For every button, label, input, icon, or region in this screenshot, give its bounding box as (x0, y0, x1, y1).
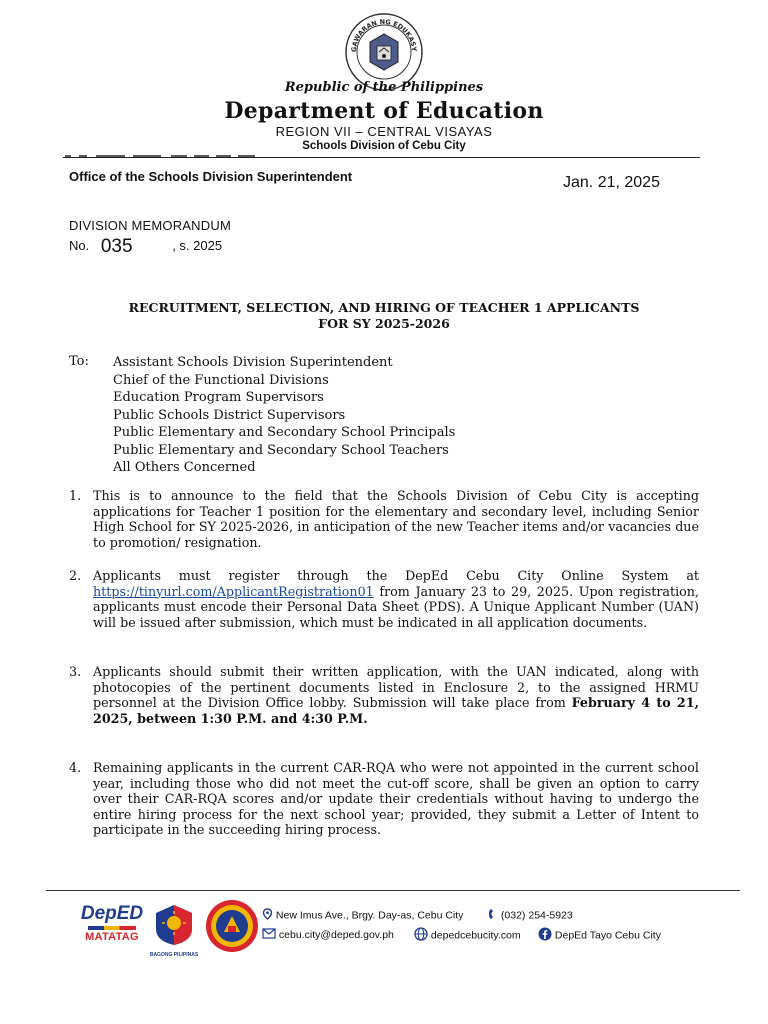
paragraph-3 (69, 664, 699, 726)
memo-date: Jan. 21, 2025 (563, 174, 660, 191)
paragraph-text-part: from January 23 to 29, 2025. Upon registration, applicants must encode their Personal Data Sheet (PDS). A Unique Applicant Number (UAN) will be issued after submission, which must be indicated in all application documents. (93, 583, 699, 630)
address-text: New Imus Ave., Brgy. Day-as, Cebu City (275, 909, 464, 922)
email-line (262, 928, 394, 942)
recipient-item: Public Elementary and Secondary School Teachers (113, 442, 449, 458)
facebook-line (538, 927, 661, 944)
recipient-item: Chief of the Functional Divisions (113, 372, 329, 388)
recipient-item: Assistant Schools Division Superintendent (113, 355, 393, 370)
recipient-item: Public Elementary and Secondary School Principals (113, 425, 456, 440)
deped-logo-text: DepED (80, 903, 144, 924)
paragraph-number: 1. (69, 488, 82, 503)
paragraph-text: This is to announce to the field that the Schools Division of Cebu City is accepting applications for Teacher 1 position for the elementary and secondary level, including Senior High School for SY 2025-2026, in anticipation of the new Teacher items and/or vacancies due to promotion/ resignation. (93, 488, 699, 550)
division-seal-logo (205, 899, 259, 958)
bagong-pilipinas-logo (146, 903, 202, 958)
paragraph-1 (69, 488, 699, 550)
location-pin-icon (262, 908, 273, 923)
paragraph-text (93, 568, 699, 630)
memo-title-line1: RECRUITMENT, SELECTION, AND HIRING OF TEACHER 1 APPLICANTS (128, 300, 640, 315)
header-divider (63, 157, 700, 158)
department-heading: Department of Education (224, 98, 544, 124)
memo-no-label: No. (69, 238, 90, 253)
memo-series: , s. 2025 (172, 238, 223, 253)
memo-number: 035 (100, 236, 133, 257)
address-line (262, 908, 463, 923)
memo-title-line2: FOR SY 2025-2026 (318, 316, 450, 331)
bagong-pilipinas-text: BAGONG PILIPINAS (149, 952, 199, 958)
memo-number-line (69, 234, 222, 256)
registration-link[interactable]: https://tinyurl.com/ApplicantRegistration01 (93, 583, 374, 599)
facebook-icon (538, 927, 552, 944)
deped-logo-stripe (88, 926, 136, 930)
republic-heading: Republic of the Philippines (284, 80, 484, 95)
email-text: cebu.city@deped.gov.ph (278, 928, 394, 941)
region-heading: REGION VII – CENTRAL VISAYAS (275, 124, 493, 139)
deped-matatag-logo (80, 903, 144, 943)
division-heading: Schools Division of Cebu City (302, 140, 466, 152)
paragraph-number: 4. (69, 760, 82, 775)
phone-line (488, 908, 573, 923)
header-dashes (63, 153, 263, 159)
matatag-text: MATATAG (85, 931, 139, 943)
memo-title (0, 300, 768, 332)
paragraph-4 (69, 760, 699, 838)
website-line (414, 927, 521, 944)
paragraph-number: 2. (69, 568, 82, 583)
globe-icon (414, 927, 428, 944)
phone-text: (032) 254-5923 (500, 909, 573, 922)
svg-text:KAGAWARAN NG EDUKASYON: GAWARAN NG EDUKASY (349, 17, 419, 53)
paragraph-text: Remaining applicants in the current CAR-RQA who were not appointed in the current school year, including those who did not meet the cut-off score, shall be given an option to carry over their CAR-RQA scores and/or update their credentials without having to undergo the entire hiring process for the next school year; provided, they submit a Letter of Intent to participate in the succeeding hiring process. (93, 760, 699, 838)
paragraph-text-part: Applicants should submit their written application, with the UAN indicated, along with photocopies of the pertinent documents listed in Enclosure 2, to the assigned HRMU personnel at the Division Office lobby. Submission will take place from (93, 664, 699, 711)
email-icon (262, 928, 276, 942)
memo-type: DIVISION MEMORANDUM (69, 218, 231, 233)
paragraph-text (93, 664, 699, 726)
submission-schedule: February 4 to 21, 2025, between 1:30 P.M. and 4:30 P.M. (93, 695, 699, 726)
office-line: Office of the Schools Division Superintendent (69, 169, 353, 184)
facebook-text: DepEd Tayo Cebu City (554, 929, 661, 942)
recipient-item: Education Program Supervisors (113, 390, 324, 405)
paragraph-number: 3. (69, 664, 82, 679)
paragraph-text-part: Applicants must register through the DepEd Cebu City Online System at (93, 568, 699, 583)
recipient-list (113, 354, 455, 477)
phone-icon (488, 908, 498, 923)
to-label: To: (69, 354, 89, 369)
recipient-item: All Others Concerned (113, 460, 256, 475)
paragraph-2 (69, 568, 699, 630)
footer-divider (46, 890, 740, 891)
recipient-item: Public Schools District Supervisors (113, 407, 346, 423)
website-text: depedcebucity.com (430, 929, 521, 942)
